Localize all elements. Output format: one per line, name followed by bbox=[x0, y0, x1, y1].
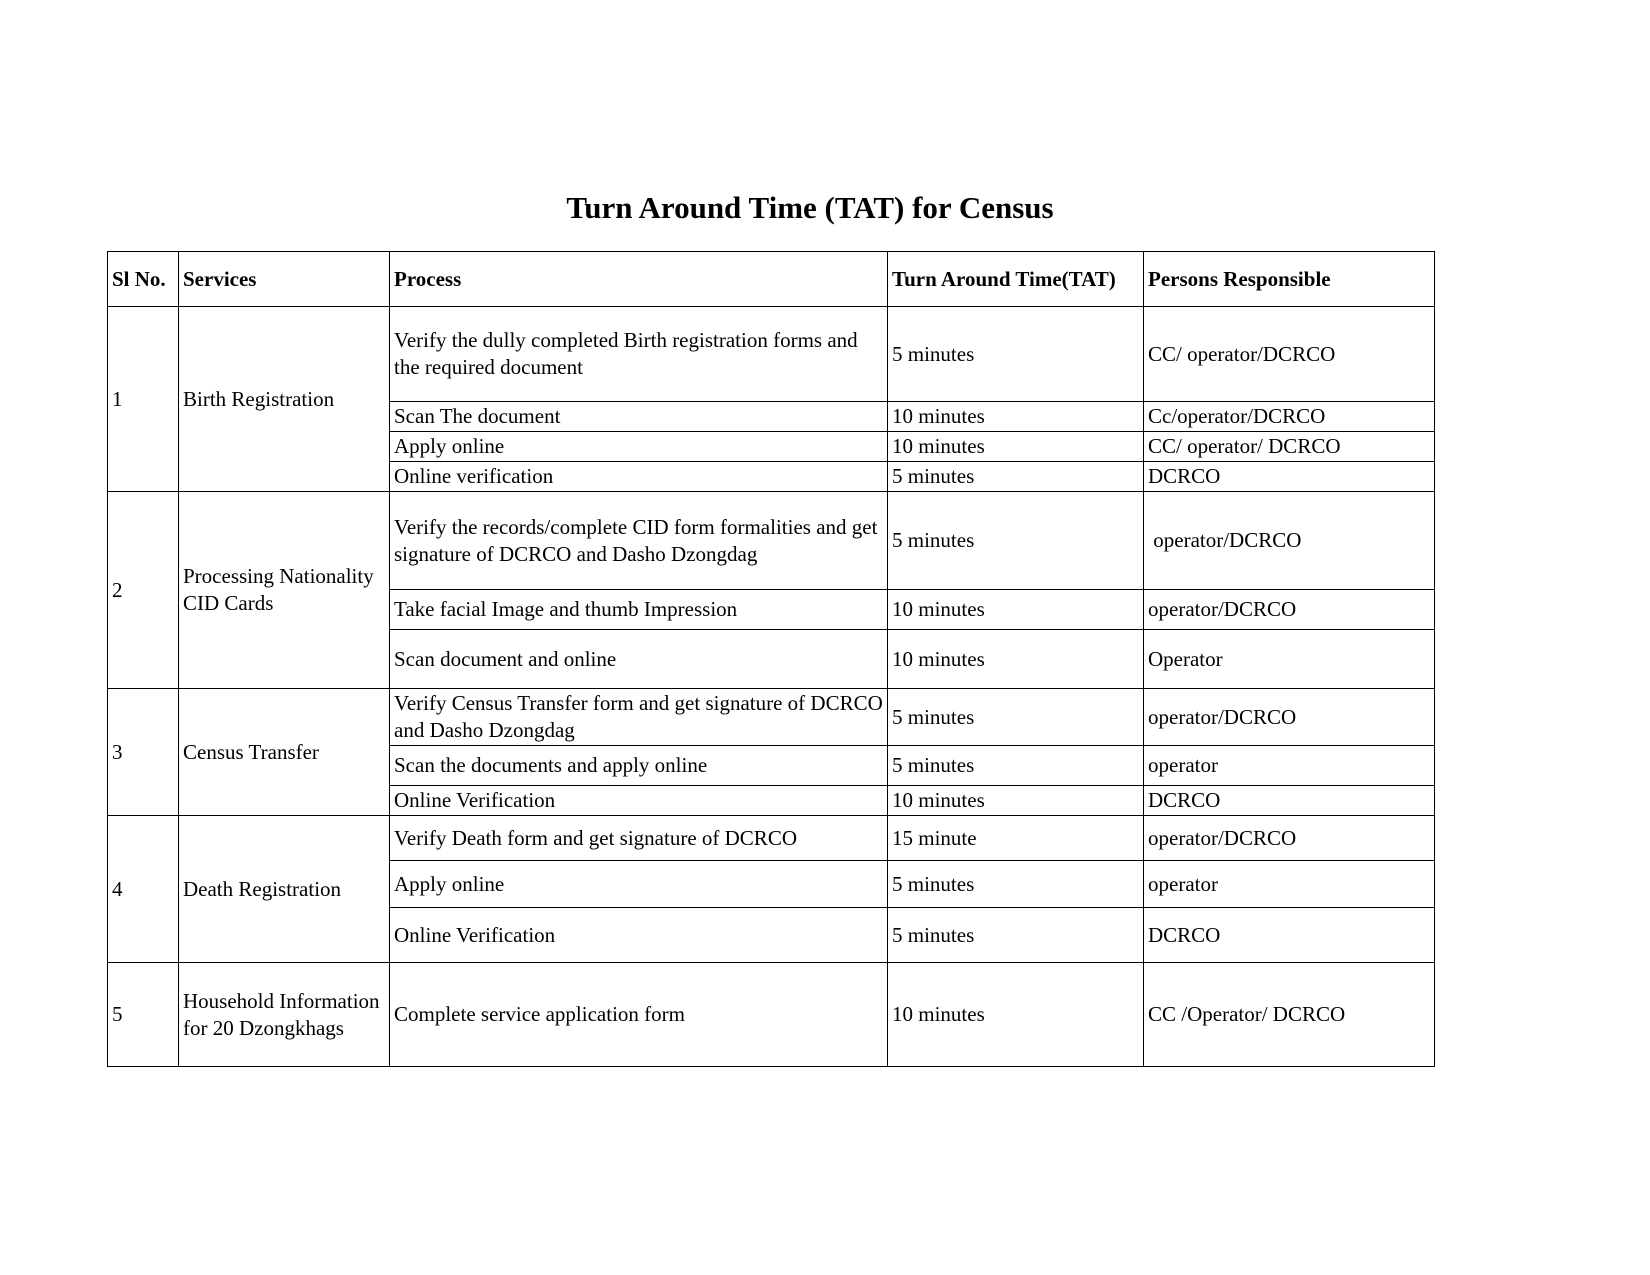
header-row bbox=[108, 252, 1435, 307]
persons-cell: CC /Operator/ DCRCO bbox=[1144, 963, 1435, 1067]
tat-cell: 15 minute bbox=[888, 816, 1144, 861]
process-cell: Scan document and online bbox=[390, 630, 888, 689]
process-cell: Verify the dully completed Birth registration forms and the required document bbox=[390, 307, 888, 402]
tat-cell: 5 minutes bbox=[888, 746, 1144, 786]
table-row bbox=[108, 492, 1435, 590]
table-row bbox=[108, 307, 1435, 402]
tat-cell: 10 minutes bbox=[888, 963, 1144, 1067]
sl-number: 1 bbox=[108, 307, 179, 492]
process-cell: Apply online bbox=[390, 432, 888, 462]
process-cell: Verify Death form and get signature of DCRCO bbox=[390, 816, 888, 861]
sl-number: 5 bbox=[108, 963, 179, 1067]
tat-cell: 10 minutes bbox=[888, 630, 1144, 689]
table-row bbox=[108, 816, 1435, 861]
sl-number: 3 bbox=[108, 689, 179, 816]
process-cell: Complete service application form bbox=[390, 963, 888, 1067]
process-cell: Apply online bbox=[390, 861, 888, 908]
header-sl-no: Sl No. bbox=[108, 252, 179, 307]
process-cell: Online verification bbox=[390, 462, 888, 492]
tat-cell: 10 minutes bbox=[888, 402, 1144, 432]
persons-cell: DCRCO bbox=[1144, 908, 1435, 963]
persons-cell: DCRCO bbox=[1144, 786, 1435, 816]
service-name: Processing Nationality CID Cards bbox=[179, 492, 390, 689]
header-services: Services bbox=[179, 252, 390, 307]
process-cell: Scan The document bbox=[390, 402, 888, 432]
service-name: Household Information for 20 Dzongkhags bbox=[179, 963, 390, 1067]
process-cell: Online Verification bbox=[390, 786, 888, 816]
process-cell: Online Verification bbox=[390, 908, 888, 963]
service-name: Death Registration bbox=[179, 816, 390, 963]
persons-cell: CC/ operator/DCRCO bbox=[1144, 307, 1435, 402]
persons-cell: operator/DCRCO bbox=[1144, 689, 1435, 746]
service-name: Census Transfer bbox=[179, 689, 390, 816]
tat-cell: 5 minutes bbox=[888, 689, 1144, 746]
persons-cell: DCRCO bbox=[1144, 462, 1435, 492]
tat-cell: 5 minutes bbox=[888, 908, 1144, 963]
table-row bbox=[108, 689, 1435, 746]
process-cell: Take facial Image and thumb Impression bbox=[390, 590, 888, 630]
tat-cell: 5 minutes bbox=[888, 462, 1144, 492]
sl-number: 2 bbox=[108, 492, 179, 689]
persons-cell: operator/DCRCO bbox=[1144, 816, 1435, 861]
table-row bbox=[108, 963, 1435, 1067]
process-cell: Verify the records/complete CID form formalities and get signature of DCRCO and Dasho Dzongdag bbox=[390, 492, 888, 590]
persons-cell: Operator bbox=[1144, 630, 1435, 689]
service-name: Birth Registration bbox=[179, 307, 390, 492]
persons-cell: operator/DCRCO bbox=[1144, 492, 1435, 590]
process-cell: Verify Census Transfer form and get signature of DCRCO and Dasho Dzongdag bbox=[390, 689, 888, 746]
tat-cell: 5 minutes bbox=[888, 861, 1144, 908]
tat-cell: 5 minutes bbox=[888, 307, 1144, 402]
tat-cell: 10 minutes bbox=[888, 590, 1144, 630]
tat-table bbox=[107, 251, 1435, 1067]
persons-cell: operator bbox=[1144, 861, 1435, 908]
persons-cell: Cc/operator/DCRCO bbox=[1144, 402, 1435, 432]
persons-cell: CC/ operator/ DCRCO bbox=[1144, 432, 1435, 462]
process-cell: Scan the documents and apply online bbox=[390, 746, 888, 786]
header-persons-responsible: Persons Responsible bbox=[1144, 252, 1435, 307]
persons-cell: operator/DCRCO bbox=[1144, 590, 1435, 630]
tat-cell: 10 minutes bbox=[888, 786, 1144, 816]
header-tat: Turn Around Time(TAT) bbox=[888, 252, 1144, 307]
sl-number: 4 bbox=[108, 816, 179, 963]
header-process: Process bbox=[390, 252, 888, 307]
tat-cell: 10 minutes bbox=[888, 432, 1144, 462]
page-title: Turn Around Time (TAT) for Census bbox=[566, 190, 1054, 225]
persons-cell: operator bbox=[1144, 746, 1435, 786]
tat-cell: 5 minutes bbox=[888, 492, 1144, 590]
